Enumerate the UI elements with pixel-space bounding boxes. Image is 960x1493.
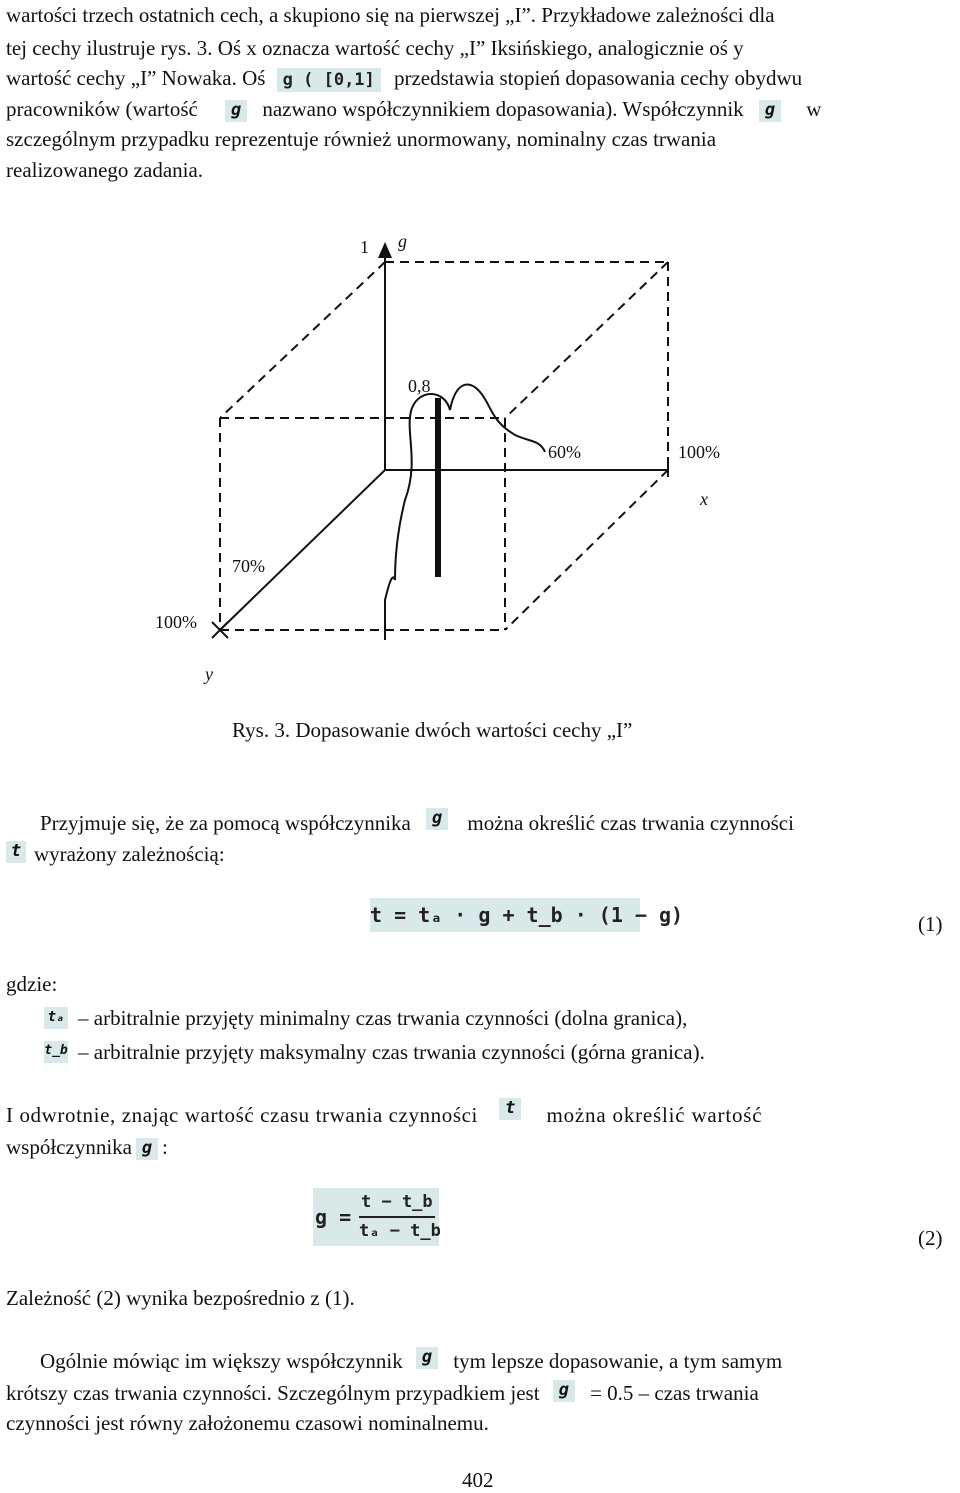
g-interval-formula: g ( [0,1] xyxy=(277,68,381,92)
figure-caption: Rys. 3. Dopasowanie dwóch wartości cechy „I” xyxy=(232,718,633,742)
para1-line6: realizowanego zadania. xyxy=(6,158,204,182)
g-symbol: g xyxy=(759,100,781,122)
g-axis-arrow xyxy=(378,242,392,258)
g-symbol: g xyxy=(416,1347,438,1369)
para5-line1: Ogólnie mówiąc im większy współczynnik g tym lepsze dopasowanie, a tym samym xyxy=(40,1347,783,1373)
x-axis-label: x xyxy=(700,489,708,509)
y-tick-100: 100% xyxy=(155,612,197,632)
para1-line5: szczególnym przypadku reprezentuje również unormowany, nominalny czas trwania xyxy=(6,127,717,151)
y-axis xyxy=(220,470,385,630)
para1-line4: pracowników (wartość g nazwano współczynnikiem dopasowania). Współczynnik g w xyxy=(6,97,822,121)
t-symbol: t xyxy=(499,1098,521,1120)
para3-line1: I odwrotnie, znając wartość czasu trwania czynności t można określić wartość xyxy=(6,1098,763,1127)
para1-line2: tej cechy ilustruje rys. 3. Oś x oznacza wartość cechy „I” Iksińskiego, analogicznie oś y xyxy=(6,36,744,60)
ta-symbol: tₐ xyxy=(44,1004,68,1029)
para2-line2: wyrażony zależnością: xyxy=(34,842,225,866)
page-number: 402 xyxy=(462,1468,494,1492)
y-axis-label: y xyxy=(205,664,213,684)
g-symbol: g xyxy=(553,1380,575,1402)
equation-2-number: (2) xyxy=(918,1226,943,1250)
where-label: gdzie: xyxy=(6,972,58,996)
g-axis-top-label: 1 xyxy=(360,237,369,257)
para1-line3: wartość cechy „I” Nowaka. Oś g ( [0,1] przedstawia stopień dopasowania cechy obydwu xyxy=(6,66,803,91)
g-symbol: g xyxy=(225,100,247,122)
t-symbol: t xyxy=(6,838,26,863)
peak-label: 0,8 xyxy=(408,376,431,396)
para1-line1: wartości trzech ostatnich cech, a skupiono się na pierwszej „I”. Przykładowe zależności dla xyxy=(6,3,775,27)
equation-1: t = tₐ · g + t_b · (1 − g) xyxy=(370,898,640,932)
ta-description: – arbitralnie przyjęty minimalny czas trwania czynności (dolna granica), xyxy=(78,1006,688,1030)
para5-line3: czynności jest równy założonemu czasowi nominalnemu. xyxy=(6,1411,489,1435)
x-tick-60: 60% xyxy=(548,442,581,462)
y-tick-70: 70% xyxy=(232,556,265,576)
para4: Zależność (2) wynika bezpośrednio z (1). xyxy=(6,1286,355,1310)
para2-line1: Przyjmuje się, że za pomocą współczynnika g można określić czas trwania czynności xyxy=(40,808,794,835)
tb-description: – arbitralnie przyjęty maksymalny czas trwania czynności (górna granica). xyxy=(78,1040,705,1064)
x-tick-100: 100% xyxy=(678,442,720,462)
para3-line2: współczynnika g : xyxy=(6,1135,168,1159)
equation-2: g = t − t_b tₐ − t_b xyxy=(313,1188,439,1246)
para5-line2: krótszy czas trwania czynności. Szczególnym przypadkiem jest g = 0.5 – czas trwania xyxy=(6,1380,759,1405)
equation-1-number: (1) xyxy=(918,912,943,936)
tb-symbol: t_b xyxy=(44,1038,68,1063)
g-symbol: g xyxy=(426,808,448,830)
g-axis-label: g xyxy=(398,231,407,251)
g-symbol: g xyxy=(136,1138,158,1160)
